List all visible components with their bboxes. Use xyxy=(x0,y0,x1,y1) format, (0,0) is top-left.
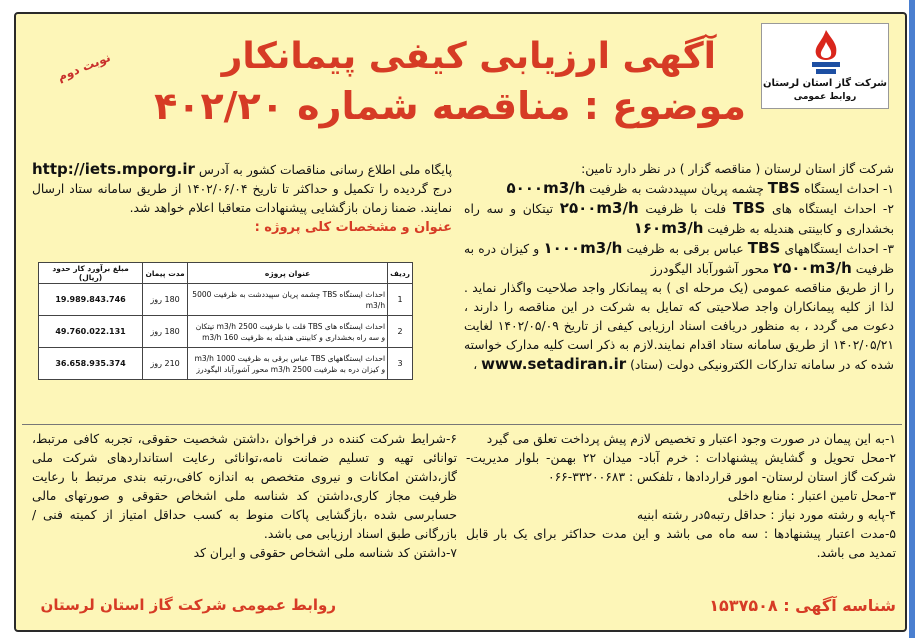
item-1-tbs: TBS xyxy=(767,179,801,197)
item-1 xyxy=(464,179,894,199)
item-3-tbs: TBS xyxy=(747,239,781,257)
table-header-row xyxy=(39,263,413,284)
item-2-text-c: فلت با ظرفیت xyxy=(645,202,727,216)
item-3-text-c: عباس برقی به ظرفیت xyxy=(626,242,744,256)
item-1-text-c: چشمه پریان سپیددشت به ظرفیت xyxy=(589,182,764,196)
table-row xyxy=(39,348,413,380)
portal-text-b: درج گردیده را تکمیل و حداکثر تا تاریخ ۱۴۰۲/۰۶/۰۴ از طریق سامانه ستاد ارسال نمایند. ضمنا زمان بازگشایی پیشنهادات متعاقبا اعلام خواهد شد. xyxy=(32,182,453,215)
item-2-capacity-2: ۱۶۰m3/h xyxy=(633,219,704,237)
item-3-text-e: و کیزان دره به ظرفیت xyxy=(464,242,894,276)
project-section-title: عنوان و مشخصات کلی پروژه : xyxy=(254,220,452,235)
window-edge xyxy=(909,0,915,638)
header-duration: مدت پیمان xyxy=(143,263,188,284)
item-1-capacity: ۵۰۰۰m3/h xyxy=(506,179,586,197)
round-label: نوبت دوم xyxy=(55,50,113,84)
row-number: 1 xyxy=(388,284,413,316)
ad-identifier: شناسه آگهی : ۱۵۳۷۵۰۸ xyxy=(709,596,896,615)
condition-5: ۵-مدت اعتبار پیشنهادها : سه ماه می باشد و این مدت حداکثر برای یک بار قابل تمدید می باشد. xyxy=(466,527,896,560)
condition-2: ۲-محل تحویل و گشایش پیشنهادات : خرم آباد- میدان ۲۲ بهمن- بلوار مدیریت- شرکت گاز استان لرستان- امور قراردادها ، تلفکس : ۳۳۲۰۰۶۸۳-۰۶۶ xyxy=(466,451,896,484)
portal-section xyxy=(32,160,452,237)
condition-1: ۱-به این پیمان در صورت وجود اعتبار و تخصیص لازم پیش پرداخت تعلق می گیرد xyxy=(486,432,896,446)
logo-company-name: شرکت گاز استان لرستان xyxy=(762,78,888,89)
item-2 xyxy=(464,199,894,239)
item-3 xyxy=(464,239,894,279)
tender-subject: موضوع : مناقصه شماره ۴۰۲/۲۰ xyxy=(154,84,746,128)
condition-7: ۷-داشتن کد شناسه ملی اشخاص حقوقی و ایران کد xyxy=(193,546,457,560)
portal-link[interactable]: http://iets.mporg.ir xyxy=(32,160,195,178)
row-title: احداث ایستگاه TBS چشمه پریان سپیددشت به ظرفیت 5000 m3/h xyxy=(188,284,388,316)
row-amount: 49.760.022.131 xyxy=(39,316,143,348)
table-row xyxy=(39,284,413,316)
item-3-capacity-2: ۲۵۰۰m3/h xyxy=(772,259,852,277)
company-logo xyxy=(761,23,889,109)
invitation-tail: ، xyxy=(473,358,478,372)
item-2-text-e: تیتکان و سه راه بخشداری و کابینتی هندیله به ظرفیت xyxy=(464,202,894,236)
intro-line: شرکت گاز استان لرستان ( مناقصه گزار ) در نظر دارد تامین: xyxy=(581,162,894,176)
portal-text-a: پایگاه ملی اطلاع رسانی مناقصات کشور به آدرس xyxy=(198,163,452,177)
item-3-capacity: ۱۰۰۰m3/h xyxy=(543,239,623,257)
invitation-text: را از طریق مناقصه عمومی (یک مرحله ای ) به پیمانکار واجد صلاحیت واگذار نماید . لذا از کلیه پیمانکاران واجد صلاحیتی که تمایل به شرکت در این مناقصه را دارند ، دعوت می گردد ، به منظور دریافت اسناد ارزیابی کیفی از تاریخ ۱۴۰۲/۰۵/۰۹ لغایت ۱۴۰۲/۰۵/۲۱ از طریق سامانه ستاد اقدام نمایند.لازم به ذکر است کلیه مدارک خواسته شده که در سامانه تدارکات الکترونیکی دولت (ستاد) xyxy=(464,281,894,372)
section-divider xyxy=(22,424,902,425)
row-amount: 19.989.843.746 xyxy=(39,284,143,316)
project-table-grid xyxy=(38,262,413,380)
page-title: آگهی ارزیابی کیفی پیمانکار xyxy=(221,36,716,77)
row-duration: 180 روز xyxy=(143,284,188,316)
logo-department: روابط عمومی xyxy=(793,92,857,102)
row-number: 3 xyxy=(388,348,413,380)
row-number: 2 xyxy=(388,316,413,348)
table-row xyxy=(39,316,413,348)
row-duration: 210 روز xyxy=(143,348,188,380)
item-3-text-a: ۳- احداث ایستگاههای xyxy=(784,242,894,256)
header-row-number: ردیف xyxy=(388,263,413,284)
condition-6: ۶-شرایط شرکت کننده در فراخوان ،داشتن شخصیت حقوقی، تجربه کافی مرتبط، توانائی تهیه و تسلیم ضمانت نامه،توانائی رعایت استانداردهای شرکت ملی گاز،داشتن امکانات و نیروی متخصص به اندازه کافی،رتبه بندی مرتبط با رعایت ظرفیت مجاز کاری،داشتن کد شناسه ملی اشخاص حقوقی و صورتهای مالی حسابرسی شده ،بازگشایی پاکات منوط به کسب حداقل امتیاز از کمیته فنی / بازرگانی طبق اسناد ارزیابی می باشد. xyxy=(32,432,457,541)
flame-logo-icon xyxy=(806,28,846,76)
item-3-text-g: محور آشورآباد الیگودرز xyxy=(650,262,770,276)
row-title: احداث ایستگاههای TBS عباس برقی به ظرفیت 1000 m3/h و کیزان دره به ظرفیت 2500 m3/h محور آشورآباد الیگودرز xyxy=(188,348,388,380)
project-table xyxy=(38,262,413,380)
row-title: احداث ایستگاه های TBS فلت با ظرفیت 2500 m3/h تیتکان و سه راه بخشداری و کابینتی هندیله به ظرفیت 160 m3/h xyxy=(188,316,388,348)
intro-section xyxy=(464,160,894,375)
invitation-paragraph xyxy=(464,279,894,375)
conditions-left xyxy=(32,430,457,563)
item-2-tbs: TBS xyxy=(732,199,766,217)
publisher-name: روابط عمومی شرکت گاز استان لرستان xyxy=(40,596,336,614)
setad-link[interactable]: www.setadiran.ir xyxy=(481,355,627,373)
row-amount: 36.658.935.374 xyxy=(39,348,143,380)
advertisement-page xyxy=(14,12,907,632)
item-2-text-a: ۲- احداث ایستگاه های xyxy=(772,202,894,216)
conditions-right xyxy=(466,430,896,563)
portal-paragraph xyxy=(32,160,452,218)
condition-3: ۳-محل تامین اعتبار : منابع داخلی xyxy=(727,489,896,503)
condition-4: ۴-پایه و رشته مورد نیاز : حداقل رتبه۵در رشته ابنیه xyxy=(637,508,896,522)
header-project-title: عنوان پروژه xyxy=(188,263,388,284)
item-1-text-a: ۱- احداث ایستگاه xyxy=(804,182,894,196)
row-duration: 180 روز xyxy=(143,316,188,348)
header-amount: مبلغ برآورد کار حدود (ریال) xyxy=(39,263,143,284)
item-2-capacity: ۲۵۰۰m3/h xyxy=(559,199,639,217)
